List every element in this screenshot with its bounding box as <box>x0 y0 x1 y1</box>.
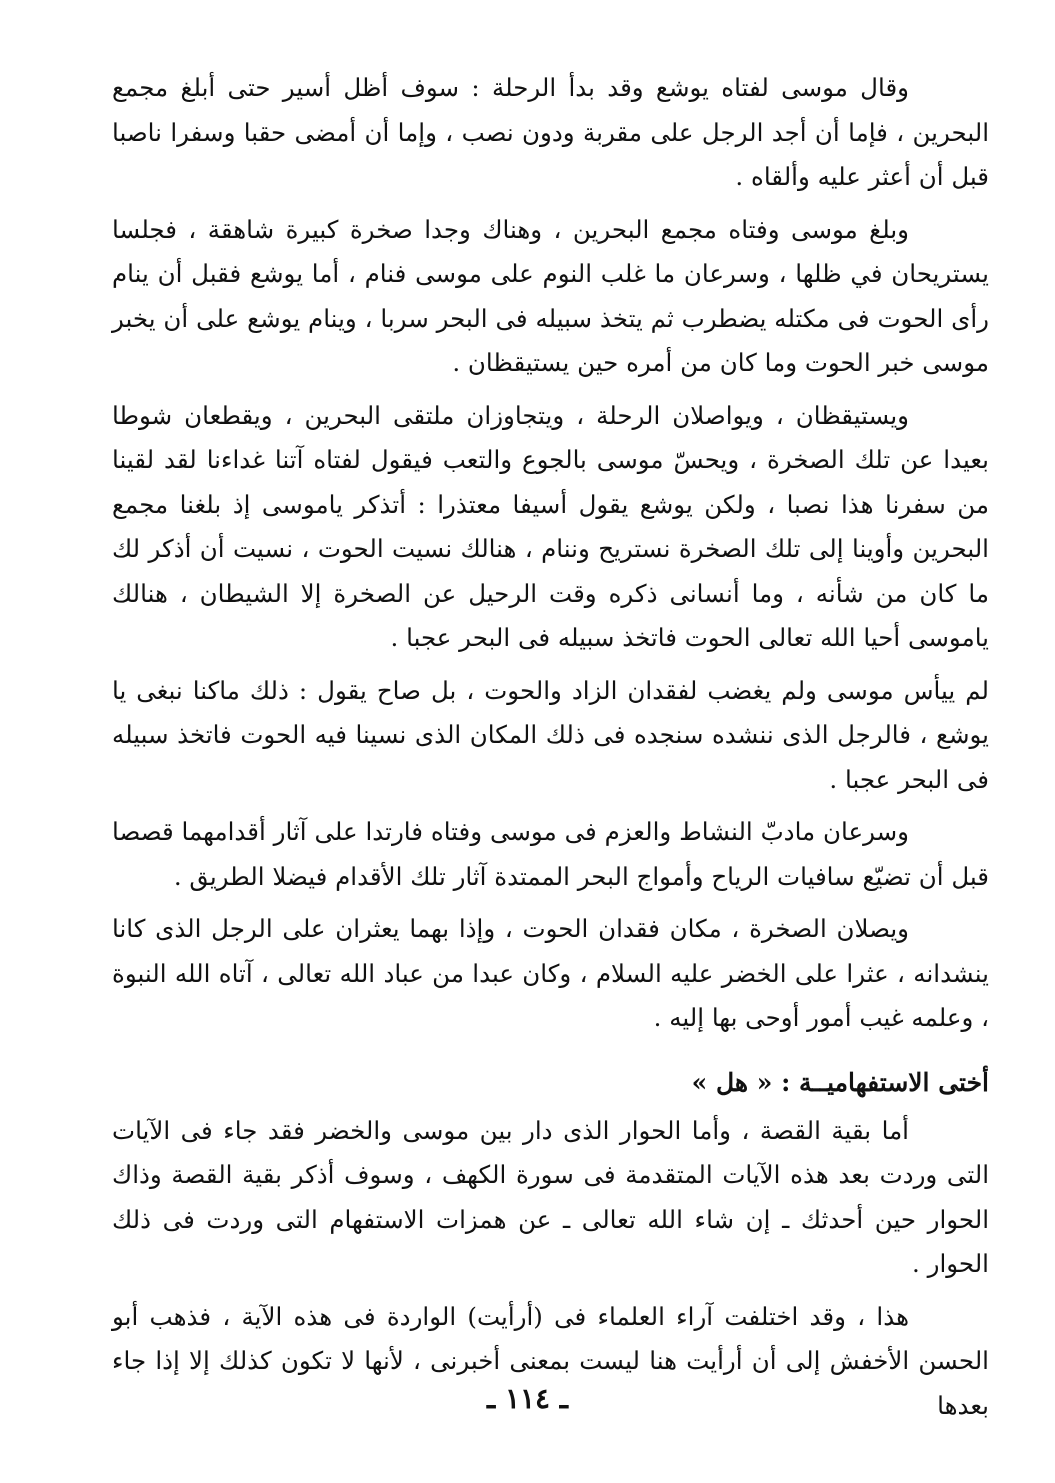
paragraph-7: أما بقية القصة ، وأما الحوار الذى دار بين موسى والخضر فقد جاء فى الآيات التى وردت بعد هذه الآيات المتقدمة فى سورة الكهف ، وسوف أذكر بقية القصة وذاك الحوار حين أحدثك ـ إن شاء الله تعالى ـ عن همزات الاستفهام التى وردت فى ذلك الحوار . <box>112 1115 989 1278</box>
page-number: ـ ١١٤ ـ <box>486 1382 569 1415</box>
paragraph-3: ويستيقظان ، ويواصلان الرحلة ، ويتجاوزان ملتقى البحرين ، ويقطعان شوطا بعيدا عن تلك الصخرة ، ويحسّ موسى بالجوع والتعب فيقول لفتاه آتنا غداءنا لقد لقينا من سفرنا هذا نصبا ، ولكن يوشع يقول أسيفا معتذرا : أتذكر ياموسى إذ بلغنا مجمع البحرين وأوينا إلى تلك الصخرة نستريح وننام ، هنالك نسيت الحوت ، نسيت أن أذكر لك ما كان من شأنه ، وما أنسانى ذكره وقت الرحيل عن الصخرة إلا الشيطان ، هنالك ياموسى أحيا الله تعالى الحوت فاتخذ سبيله فى البحر عجبا . <box>112 400 989 652</box>
paragraph-1: وقال موسى لفتاه يوشع وقد بدأ الرحلة : سوف أظل أسير حتى أبلغ مجمع البحرين ، فإما أن أجد الرجل على مقربة ودون نصب ، وإما أن أمضى حقبا وسفرا ناصبا قبل أن أعثر عليه وألقاه . <box>112 73 989 191</box>
paragraph-6: ويصلان الصخرة ، مكان فقدان الحوت ، وإذا بهما يعثران على الرجل الذى كانا ينشدانه ، عثرا على الخضر عليه السلام ، وكان عبدا من عباد الله تعالى ، آتاه الله النبوة ، وعلمه غيب أمور أوحى بها إليه . <box>112 914 989 1032</box>
paragraph-5: وسرعان مادبّ النشاط والعزم فى موسى وفتاه فارتدا على آثار أقدامهما قصصا قبل أن تضيّع سافيات الرياح وأمواج البحر الممتدة آثار تلك الأقدام فيضلا الطريق . <box>112 817 989 891</box>
paragraph-2: وبلغ موسى وفتاه مجمع البحرين ، وهناك وجدا صخرة كبيرة شاهقة ، فجلسا يستريحان في ظلها ، وسرعان ما غلب النوم على موسى فنام ، أما يوشع فقبل أن ينام رأى الحوت فى مكتله يضطرب ثم يتخذ سبيله فى البحر سربا ، وينام يوشع على أن يخبر موسى خبر الحوت وما كان من أمره حين يستيقظان . <box>112 214 989 377</box>
paragraph-4: لم ييأس موسى ولم يغضب لفقدان الزاد والحوت ، بل صاح يقول : ذلك ماكنا نبغى يا يوشع ، فالرجل الذى ننشده سنجده فى ذلك المكان الذى نسينا فيه الحوت فاتخذ سبيله فى البحر عجبا . <box>112 675 989 794</box>
section-heading: أختى الاستفهاميــة : « هل » <box>691 1067 989 1097</box>
page-body <box>112 66 989 1428</box>
paragraph-8: هذا ، وقد اختلفت آراء العلماء فى (أرأيت) الواردة فى هذه الآية ، فذهب أبو الحسن الأخفش إلى أن أرأيت هنا ليست بمعنى أخبرنى ، لأنها لا تكون كذلك إلا إذا جاء بعدها <box>112 1301 989 1420</box>
